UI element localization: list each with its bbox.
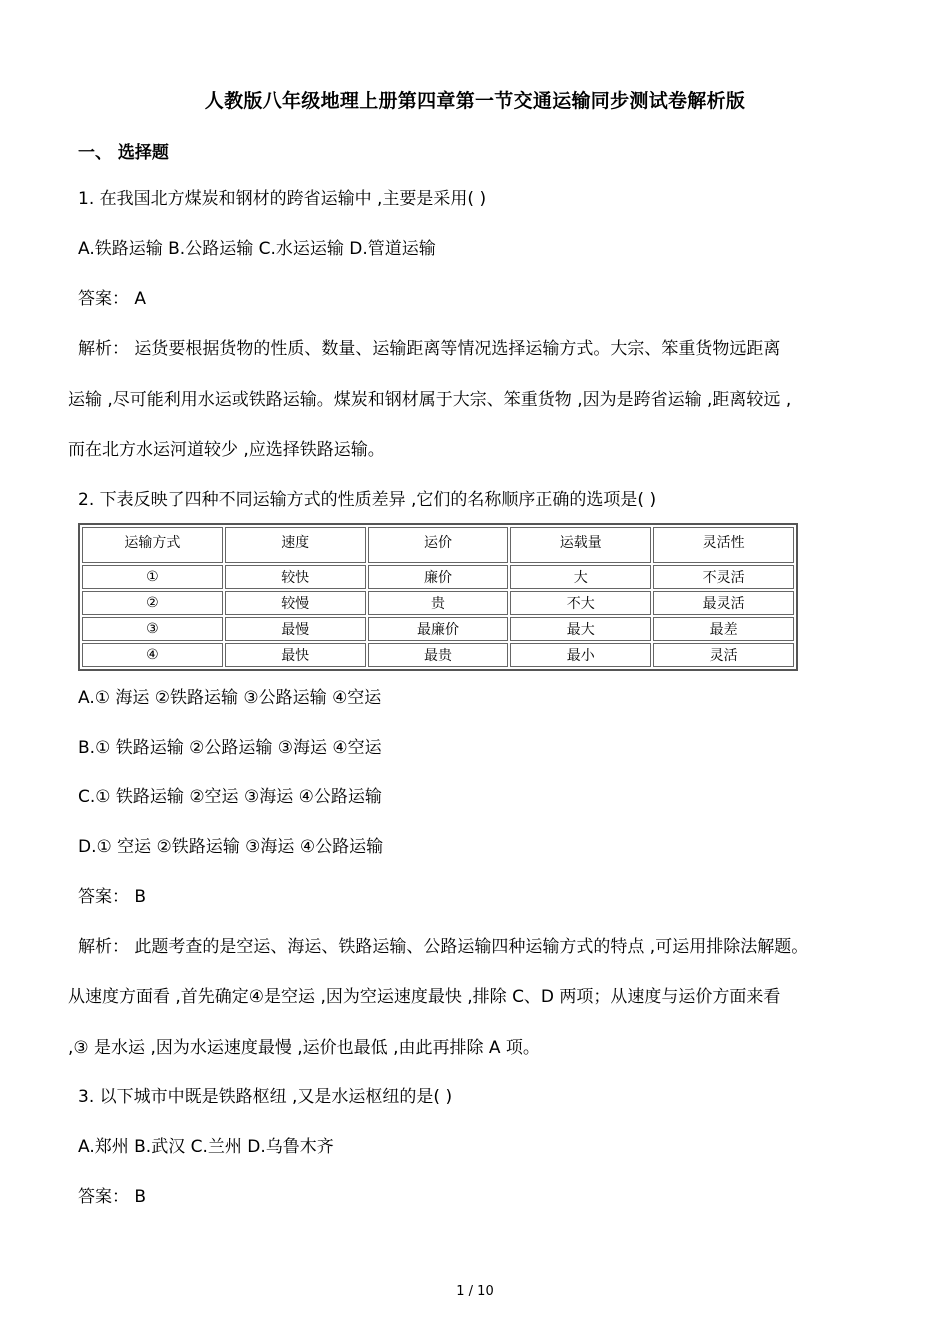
- q2-stem: 2. 下表反映了四种不同运输方式的性质差异 ,它们的名称顺序正确的选项是( ): [78, 490, 657, 510]
- q1-answer: 答案： A: [78, 289, 147, 309]
- table-cell: 最小: [510, 643, 651, 667]
- table-cell: ③: [82, 617, 223, 641]
- q3-answer: 答案： B: [78, 1187, 147, 1207]
- table-header-row: [82, 527, 794, 563]
- table-header-cell: 速度: [225, 527, 366, 563]
- q2-option: C.① 铁路运输 ②空运 ③海运 ④公路运输: [78, 787, 382, 807]
- document-title: 人教版八年级地理上册第四章第一节交通运输同步测试卷解析版: [204, 90, 746, 112]
- section-heading: 一、 选择题: [78, 143, 169, 163]
- table-cell: ②: [82, 591, 223, 615]
- table-row: [82, 591, 794, 615]
- q1-stem: 1. 在我国北方煤炭和钢材的跨省运输中 ,主要是采用( ): [78, 189, 487, 209]
- table-cell: 较慢: [225, 591, 366, 615]
- q2-analysis-line: 解析： 此题考查的是空运、海运、铁路运输、公路运输四种运输方式的特点 ,可运用排除法解题。: [78, 937, 809, 957]
- table-cell: 大: [510, 565, 651, 589]
- table-cell: 最廉价: [368, 617, 509, 641]
- table-row: [82, 643, 794, 667]
- table-cell: 最大: [510, 617, 651, 641]
- table-cell: 最快: [225, 643, 366, 667]
- table-header-cell: 运输方式: [82, 527, 223, 563]
- table-row: [82, 565, 794, 589]
- table-cell: 不大: [510, 591, 651, 615]
- q1-options: A.铁路运输 B.公路运输 C.水运运输 D.管道运输: [78, 239, 436, 259]
- q1-analysis-line: 而在北方水运河道较少 ,应选择铁路运输。: [68, 440, 385, 460]
- table-cell: 最慢: [225, 617, 366, 641]
- table-cell: 廉价: [368, 565, 509, 589]
- q2-answer: 答案： B: [78, 887, 147, 907]
- table-header-cell: 运价: [368, 527, 509, 563]
- table-cell: 最灵活: [653, 591, 794, 615]
- table-row: [82, 617, 794, 641]
- q1-analysis-line: 解析： 运货要根据货物的性质、数量、运输距离等情况选择运输方式。大宗、笨重货物远距离: [78, 339, 781, 359]
- q2-analysis-line: 从速度方面看 ,首先确定④是空运 ,因为空运速度最快 ,排除 C、D 两项；从速度与运价方面来看: [68, 987, 781, 1007]
- transport-table: [78, 523, 798, 671]
- q2-analysis-line: ,③ 是水运 ,因为水运速度最慢 ,运价也最低 ,由此再排除 A 项。: [68, 1038, 540, 1058]
- table-cell: 贵: [368, 591, 509, 615]
- table-cell: 较快: [225, 565, 366, 589]
- table-header-cell: 运载量: [510, 527, 651, 563]
- q2-option: D.① 空运 ②铁路运输 ③海运 ④公路运输: [78, 837, 384, 857]
- table-cell: 最贵: [368, 643, 509, 667]
- q1-analysis-line: 运输 ,尽可能利用水运或铁路运输。煤炭和钢材属于大宗、笨重货物 ,因为是跨省运输 ,距离较远 ,: [68, 390, 792, 410]
- table-cell: 灵活: [653, 643, 794, 667]
- table-cell: 不灵活: [653, 565, 794, 589]
- page-number: 1 / 10: [456, 1284, 494, 1299]
- q2-option: B.① 铁路运输 ②公路运输 ③海运 ④空运: [78, 738, 382, 758]
- q3-options: A.郑州 B.武汉 C.兰州 D.乌鲁木齐: [78, 1137, 334, 1157]
- table-cell: ①: [82, 565, 223, 589]
- q3-stem: 3. 以下城市中既是铁路枢纽 ,又是水运枢纽的是( ): [78, 1087, 453, 1107]
- q2-option: A.① 海运 ②铁路运输 ③公路运输 ④空运: [78, 688, 382, 708]
- table-cell: ④: [82, 643, 223, 667]
- table-header-cell: 灵活性: [653, 527, 794, 563]
- table-cell: 最差: [653, 617, 794, 641]
